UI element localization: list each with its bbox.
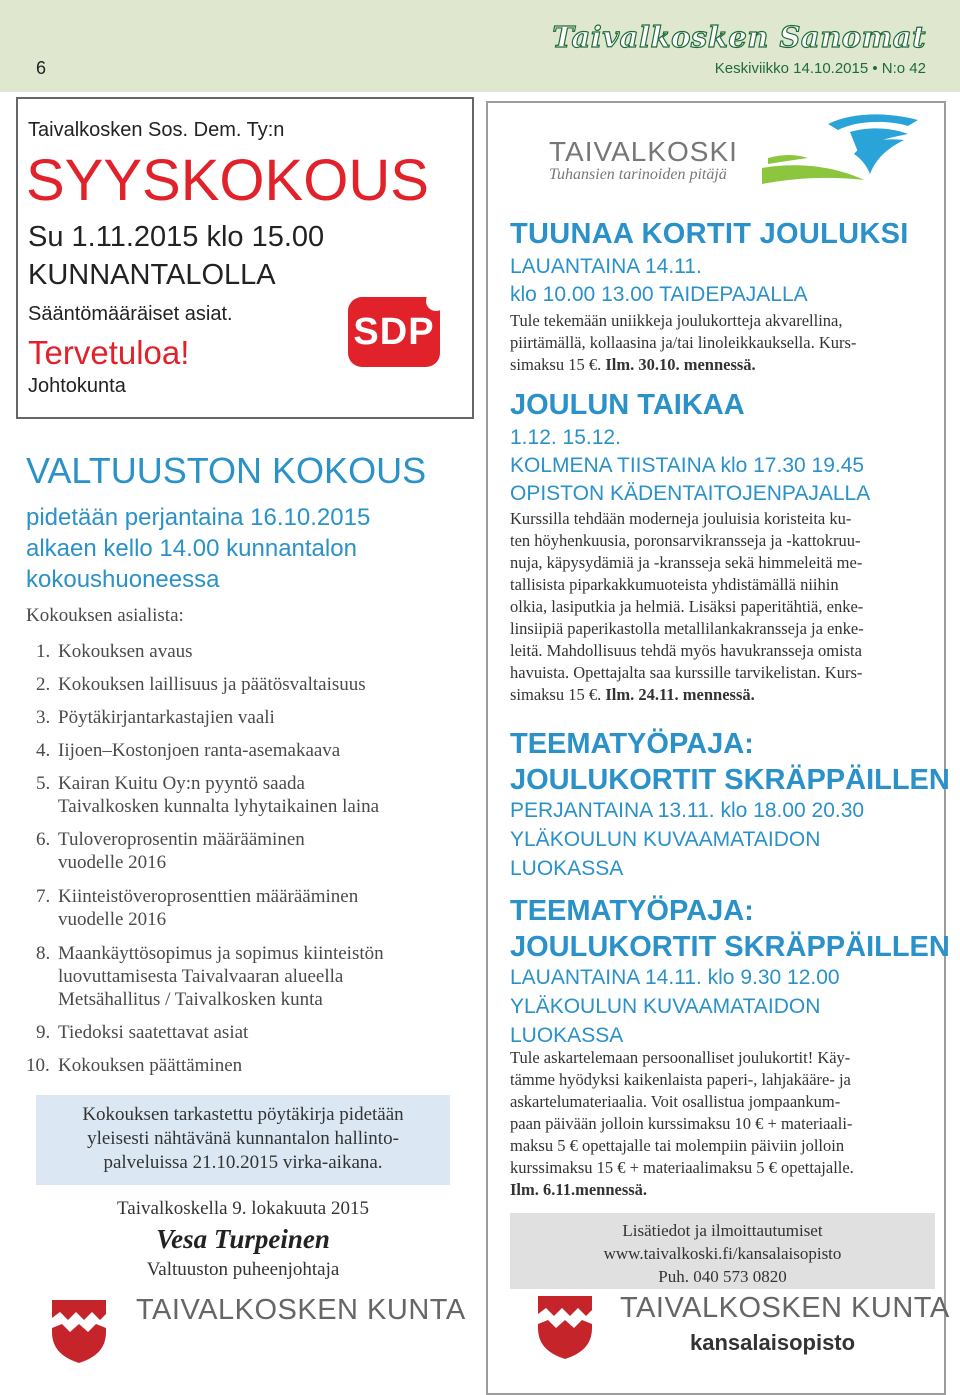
coat-of-arms-icon — [536, 1294, 594, 1365]
minutes-note: Kokouksen tarkastettu pöytäkirja pidetään yleisesti nähtävänä kunnantalon hallinto- palveluissa 21.10.2015 virka-aikana. — [82, 1104, 404, 1173]
brand-name: TAIVALKOSKI — [549, 136, 738, 167]
masthead: Taivalkosken Sanomat — [552, 20, 926, 54]
agenda-item: 1. Kokouksen avaus — [36, 641, 193, 662]
council-line1: pidetään perjantaina 16.10.2015 — [26, 504, 371, 531]
sdp-date: Su 1.11.2015 klo 15.00 — [28, 221, 325, 253]
s2-body: Kurssilla tehdään moderneja jouluisia koristeita ku- ten höyhenkuusia, poronsarvikransseja ja -kattokruu- nuja, käpysydämiä ja -kransseja sekä himmeleitä me- tallisista piparkakkumuoteista yhdistämällä niihin olkia, lasiputkia ja helmiä. Lisäksi paperitähtiä, enke- linsiipiä paperikastolla metallilankakransseja ja enke- leitä. Mahdollisuus tehdä myös havukransseja omista havuista. Opettajalta saa kurssille tarvikelistan. Kurs- simaksu 15 €. Ilm. 24.11. mennessä. — [510, 509, 864, 704]
agenda-item: 9. Tiedoksi saatettavat asiat — [36, 1022, 249, 1043]
agenda-item: 8. Maankäyttösopimus ja sopimus kiinteistön luovuttamisesta Taivalvaaran alueella Metsähallitus / Taivalkosken kunta — [36, 943, 384, 1010]
sdp-org: Taivalkosken Sos. Dem. Ty:n — [28, 119, 285, 141]
municipality-footer: TAIVALKOSKEN KUNTA — [136, 1294, 466, 1326]
s1-title: TUUNAA KORTIT JOULUKSI — [510, 218, 909, 250]
agenda-item: 7. Kiinteistöveroprosenttien määrääminen vuodelle 2016 — [36, 886, 359, 930]
institute-footer-2: kansalaisopisto — [690, 1330, 856, 1355]
sdp-signer: Johtokunta — [28, 375, 126, 397]
s1-date: LAUANTAINA 14.11. — [510, 255, 702, 278]
council-line3: kokoushuoneessa — [26, 566, 220, 593]
s1-time: klo 10.00 13.00 TAIDEPAJALLA — [510, 283, 808, 306]
signer-name: Vesa Turpeinen — [156, 1224, 330, 1254]
sdp-logo: SDP — [348, 297, 440, 367]
signer-title: Valtuuston puheenjohtaja — [146, 1259, 340, 1280]
agenda-item: 4. Iijoen–Kostonjoen ranta-asemakaava — [36, 740, 341, 761]
institute-footer-1: TAIVALKOSKEN KUNTA — [620, 1292, 950, 1324]
council-line2: alkaen kello 14.00 kunnantalon — [26, 535, 357, 562]
sdp-info: Sääntömääräiset asiat. — [28, 303, 233, 325]
agenda-item: 5. Kairan Kuitu Oy:n pyyntö saada Taivalkosken kunnalta lyhytaikainen laina — [36, 773, 380, 817]
contact-url[interactable]: www.taivalkoski.fi/kansalaisopisto — [603, 1244, 842, 1263]
s2-title: JOULUN TAIKAA — [510, 389, 745, 421]
dateline: Keskiviikko 14.10.2015 • N:o 42 — [714, 60, 926, 77]
s4-title: TEEMATYÖPAJA: JOULUKORTIT SKRÄPPÄILLEN — [510, 895, 950, 963]
s2-place: OPISTON KÄDENTAITOJENPAJALLA — [510, 482, 871, 505]
page-number: 6 — [36, 58, 47, 78]
s3-title: TEEMATYÖPAJA: JOULUKORTIT SKRÄPPÄILLEN — [510, 728, 950, 796]
brand-tagline: Tuhansien tarinoiden pitäjä — [549, 166, 727, 183]
agenda-item: 3. Pöytäkirjantarkastajien vaali — [36, 707, 275, 728]
sdp-welcome: Tervetuloa! — [28, 334, 190, 371]
s4-details: LAUANTAINA 14.11. klo 9.30 12.00 YLÄKOULUN KUVAAMATAIDON LUOKASSA — [510, 966, 840, 1047]
council-title: VALTUUSTON KOKOUS — [26, 450, 427, 491]
agenda-item: 10. Kokouksen päättäminen — [26, 1055, 243, 1076]
contact-info: Lisätiedot ja ilmoittautumiset www.taivalkoski.fi/kansalaisopisto Puh. 040 573 0820 — [510, 1219, 935, 1288]
coat-of-arms-icon — [50, 1298, 108, 1369]
taivalkoski-logo-icon — [758, 110, 938, 205]
agenda-item: 6. Tuloveroprosentin määrääminen vuodelle 2016 — [36, 829, 305, 873]
s1-body: Tule tekemään uniikkeja joulukortteja akvarellina, piirtämällä, kollaasina ja/tai linoleikkauksella. Kurs- simaksu 15 €. Ilm. 30.10. mennessä. — [510, 311, 857, 374]
s4-body: Tule askartelemaan persoonalliset joulukortit! Käy- tämme hyödyksi kaikenlaista paperi-, lahjakääre- ja askartelumateriaalia. Voit osallistua jompaankum- paan päivään jolloin kurssimaksu 10 € + materiaali- maksu 5 € opettajalle tai molempiin päiviin jolloin kurssimaksu 15 € + materiaalimaksu 5 € opettajalle. Ilm. 6.11.mennessä. — [510, 1048, 854, 1199]
sdp-title: SYYSKOKOUS — [26, 148, 429, 213]
place-date: Taivalkoskella 9. lokakuuta 2015 — [117, 1198, 369, 1219]
s2-time: KOLMENA TIISTAINA klo 17.30 19.45 — [510, 454, 865, 477]
sdp-place: KUNNANTALOLLA — [28, 259, 276, 291]
s3-details: PERJANTAINA 13.11. klo 18.00 20.30 YLÄKOULUN KUVAAMATAIDON LUOKASSA — [510, 799, 865, 880]
agenda-heading: Kokouksen asialista: — [26, 605, 184, 626]
s2-dates: 1.12. 15.12. — [510, 426, 621, 449]
agenda-item: 2. Kokouksen laillisuus ja päätösvaltaisuus — [36, 674, 366, 695]
